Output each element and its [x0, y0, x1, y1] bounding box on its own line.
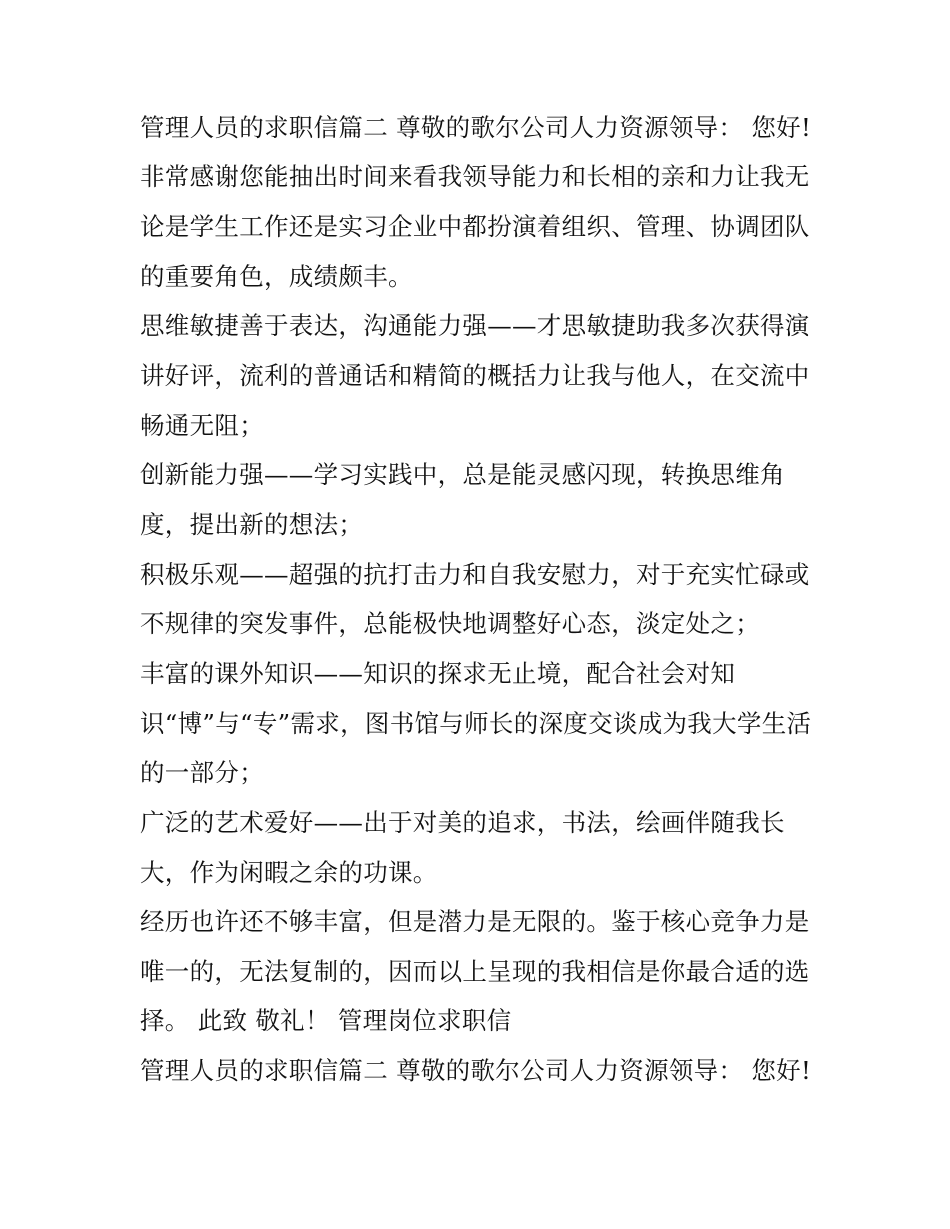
text-line: 创新能力强——学习实践中，总是能灵感闪现，转换思维角 — [140, 460, 785, 489]
text-line: 广泛的艺术爱好——出于对美的追求，书法，绘画伴随我长 — [140, 808, 785, 837]
text-line: 讲好评，流利的普通话和精简的概括力让我与他人，在交流中 — [140, 361, 810, 390]
text-line: 管理人员的求职信篇二 尊敬的歌尔公司人力资源领导： 您好! — [140, 1056, 812, 1085]
text-line: 论是学生工作还是实习企业中都扮演着组织、管理、协调团队 — [140, 212, 810, 241]
text-line: 的重要角色，成绩颇丰。 — [140, 262, 413, 291]
text-line: 识“博”与“专”需求，图书馆与师长的深度交谈成为我大学生活 — [140, 709, 812, 738]
text-line: 畅通无阻； — [140, 411, 264, 440]
text-line: 大，作为闲暇之余的功课。 — [140, 858, 438, 887]
text-line: 积极乐观——超强的抗打击力和自我安慰力，对于充实忙碌或 — [140, 560, 810, 589]
text-line: 不规律的突发事件，总能极快地调整好心态，淡定处之； — [140, 609, 760, 638]
text-line: 思维敏捷善于表达，沟通能力强——才思敏捷助我多次获得演 — [140, 311, 810, 340]
text-line: 的一部分； — [140, 758, 264, 787]
text-line: 择。 此致 敬礼！ 管理岗位求职信 — [140, 1006, 512, 1035]
text-line: 丰富的课外知识——知识的探求无止境，配合社会对知 — [140, 659, 736, 688]
text-line: 度，提出新的想法； — [140, 510, 364, 539]
text-line: 管理人员的求职信篇二 尊敬的歌尔公司人力资源领导： 您好! — [140, 113, 812, 142]
text-line: 经历也许还不够丰富，但是潜力是无限的。鉴于核心竞争力是 — [140, 907, 810, 936]
text-line: 唯一的，无法复制的，因而以上呈现的我相信是你最合适的选 — [140, 957, 810, 986]
text-line: 非常感谢您能抽出时间来看我领导能力和长相的亲和力让我无 — [140, 162, 810, 191]
